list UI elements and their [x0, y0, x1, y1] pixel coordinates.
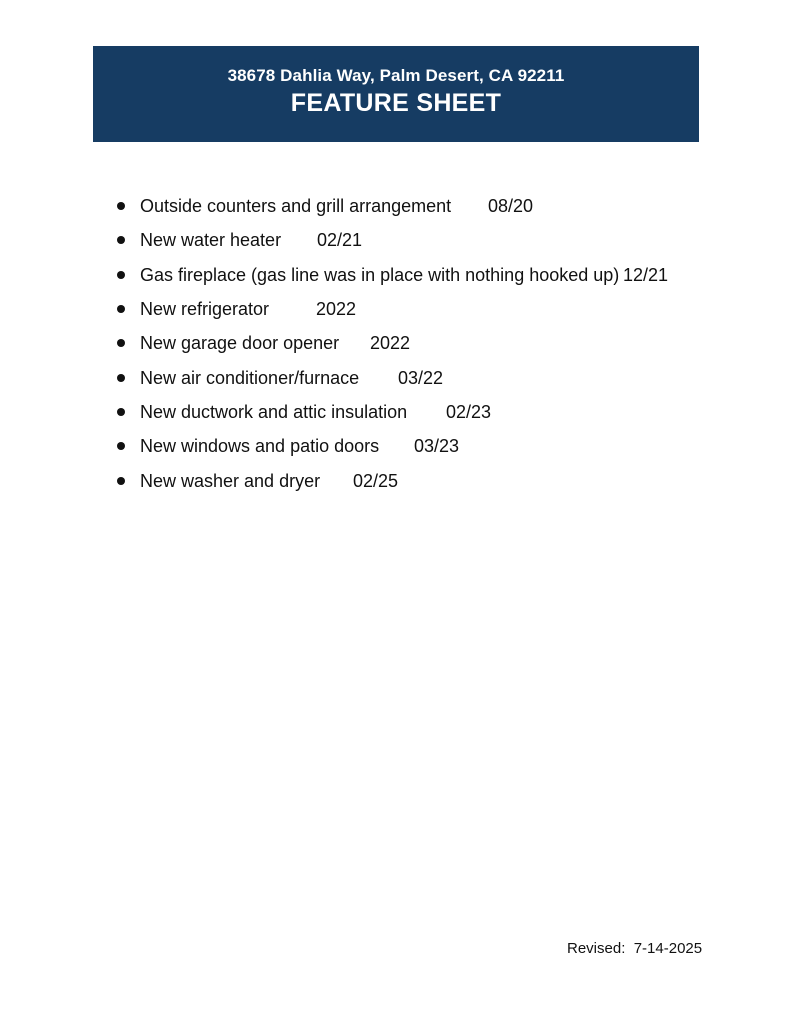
bullet-icon: [117, 408, 125, 416]
feature-date: 08/20: [488, 196, 534, 216]
bullet-icon: [117, 339, 125, 347]
revised-date: 7-14-2025: [633, 940, 703, 957]
feature-date: 03/23: [414, 436, 460, 456]
feature-text: New ductwork and attic insulation: [140, 402, 408, 422]
feature-date: 12/21: [623, 265, 669, 285]
header-banner: [93, 46, 699, 142]
feature-text: New air conditioner/furnace: [140, 368, 360, 388]
feature-date: 2022: [316, 299, 357, 319]
feature-date: 02/21: [317, 230, 363, 250]
feature-text: New washer and dryer: [140, 471, 321, 491]
bullet-icon: [117, 271, 125, 279]
bullet-icon: [117, 374, 125, 382]
bullet-icon: [117, 202, 125, 210]
bullet-icon: [117, 477, 125, 485]
feature-date: 03/22: [398, 368, 444, 388]
feature-text: New windows and patio doors: [140, 436, 380, 456]
feature-date: 02/23: [446, 402, 492, 422]
feature-text: New water heater: [140, 230, 282, 250]
feature-date: 02/25: [353, 471, 399, 491]
revised-note: [567, 938, 702, 960]
revised-label: Revised:: [567, 940, 626, 957]
bullet-icon: [117, 442, 125, 450]
bullet-icon: [117, 236, 125, 244]
property-address: 38678 Dahlia Way, Palm Desert, CA 92211: [227, 66, 565, 85]
bullet-icon: [117, 305, 125, 313]
feature-text: Outside counters and grill arrangement: [140, 196, 452, 216]
page-title: FEATURE SHEET: [290, 89, 502, 117]
feature-date: 2022: [370, 333, 411, 353]
feature-text: Gas fireplace (gas line was in place with nothing hooked up): [140, 265, 620, 285]
feature-text: New garage door opener: [140, 333, 340, 353]
feature-text: New refrigerator: [140, 299, 270, 319]
